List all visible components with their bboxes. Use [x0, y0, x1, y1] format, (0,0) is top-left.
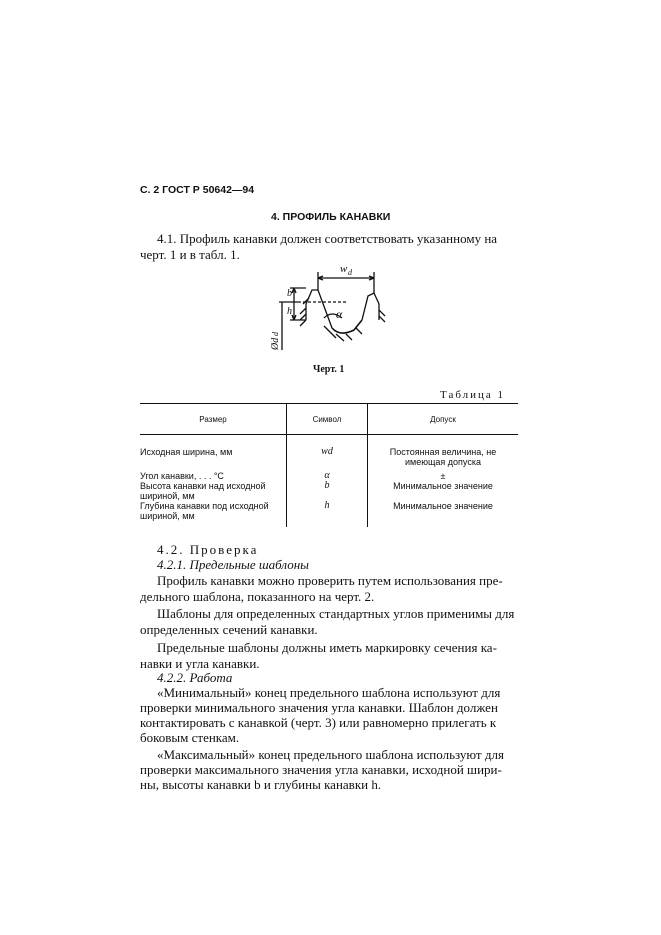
- subsection-templates: 4.2.1. Предельные шаблоны: [157, 557, 309, 572]
- table-label: Таблица 1: [440, 389, 506, 401]
- width-subscript: d: [348, 268, 352, 277]
- size-text: Угол канавки, . . . °C: [140, 471, 224, 481]
- paragraph-line: проверки максимального значения угла канавки, исходной шири-: [140, 762, 502, 777]
- header-symbol: Символ: [287, 404, 368, 435]
- size-text: шириной, мм: [140, 491, 195, 501]
- header-size: Размер: [140, 404, 287, 435]
- symbol-text: wd: [321, 446, 333, 457]
- size-text: Глубина канавки под исходной: [140, 501, 269, 511]
- paragraph-line: проверки минимального значения угла канавки. Шаблон должен: [140, 700, 498, 715]
- paragraph-line: ны, высоты канавки b и глубины канавки h.: [140, 777, 382, 792]
- paragraph-line: боковым стенкам.: [140, 730, 240, 745]
- diameter-subscript: d: [271, 332, 280, 336]
- groove-profile-drawing: [262, 258, 392, 358]
- paragraph-line: контактировать с канавкой (черт. 3) или равномерно прилегать к: [140, 715, 497, 730]
- paragraph-line: «Максимальный» конец предельного шаблона используют для: [157, 747, 504, 762]
- size-text: Высота канавки над исходной: [140, 481, 266, 491]
- tolerance-text: ±: [440, 471, 446, 481]
- size-text: Исходная ширина, мм: [140, 447, 233, 457]
- check-heading: 4.2. Проверка: [157, 542, 259, 557]
- paragraph-line: определенных сечений канавки.: [140, 622, 318, 637]
- table-row: [140, 481, 518, 501]
- symbol-text: h: [324, 500, 330, 511]
- subsection-work: 4.2.2. Работа: [157, 670, 233, 685]
- paragraph-line: Профиль канавки можно проверить путем использования пре-: [157, 573, 503, 588]
- table-row: [140, 467, 518, 481]
- height-label: b: [287, 288, 292, 299]
- intro-line-2: черт. 1 и в табл. 1.: [140, 247, 240, 262]
- header-tolerance: Допуск: [368, 404, 519, 435]
- tolerance-table: [140, 403, 518, 527]
- table-row: [140, 501, 518, 527]
- page-header: С. 2 ГОСТ Р 50642—94: [140, 184, 255, 196]
- width-label: w: [340, 263, 348, 275]
- tolerance-text: Минимальное значение: [393, 501, 493, 511]
- diameter-label: Ød: [270, 337, 281, 350]
- tolerance-text: Постоянная величина, не: [389, 447, 497, 457]
- paragraph-line: Шаблоны для определенных стандартных углов применимы для: [157, 606, 515, 621]
- paragraph-line: Предельные шаблоны должны иметь маркировку сечения ка-: [157, 640, 497, 655]
- tolerance-text: имеющая допуска: [405, 457, 481, 467]
- table-row: [140, 435, 518, 468]
- tolerance-text: Минимальное значение: [393, 481, 493, 491]
- symbol-text: b: [324, 480, 330, 491]
- paragraph-line: навки и угла канавки.: [140, 656, 260, 671]
- size-text: шириной, мм: [140, 511, 195, 521]
- intro-line-1: 4.1. Профиль канавки должен соответствовать указанному на: [157, 231, 498, 246]
- figure-caption: Черт. 1: [313, 364, 345, 375]
- section-title: 4. ПРОФИЛЬ КАНАВКИ: [271, 211, 391, 223]
- paragraph-line: дельного шаблона, показанного на черт. 2.: [140, 589, 375, 604]
- depth-label: h: [287, 306, 292, 317]
- symbol-text: α: [324, 470, 330, 481]
- angle-label: α: [336, 307, 343, 321]
- paragraph-line: «Минимальный» конец предельного шаблона используют для: [157, 685, 501, 700]
